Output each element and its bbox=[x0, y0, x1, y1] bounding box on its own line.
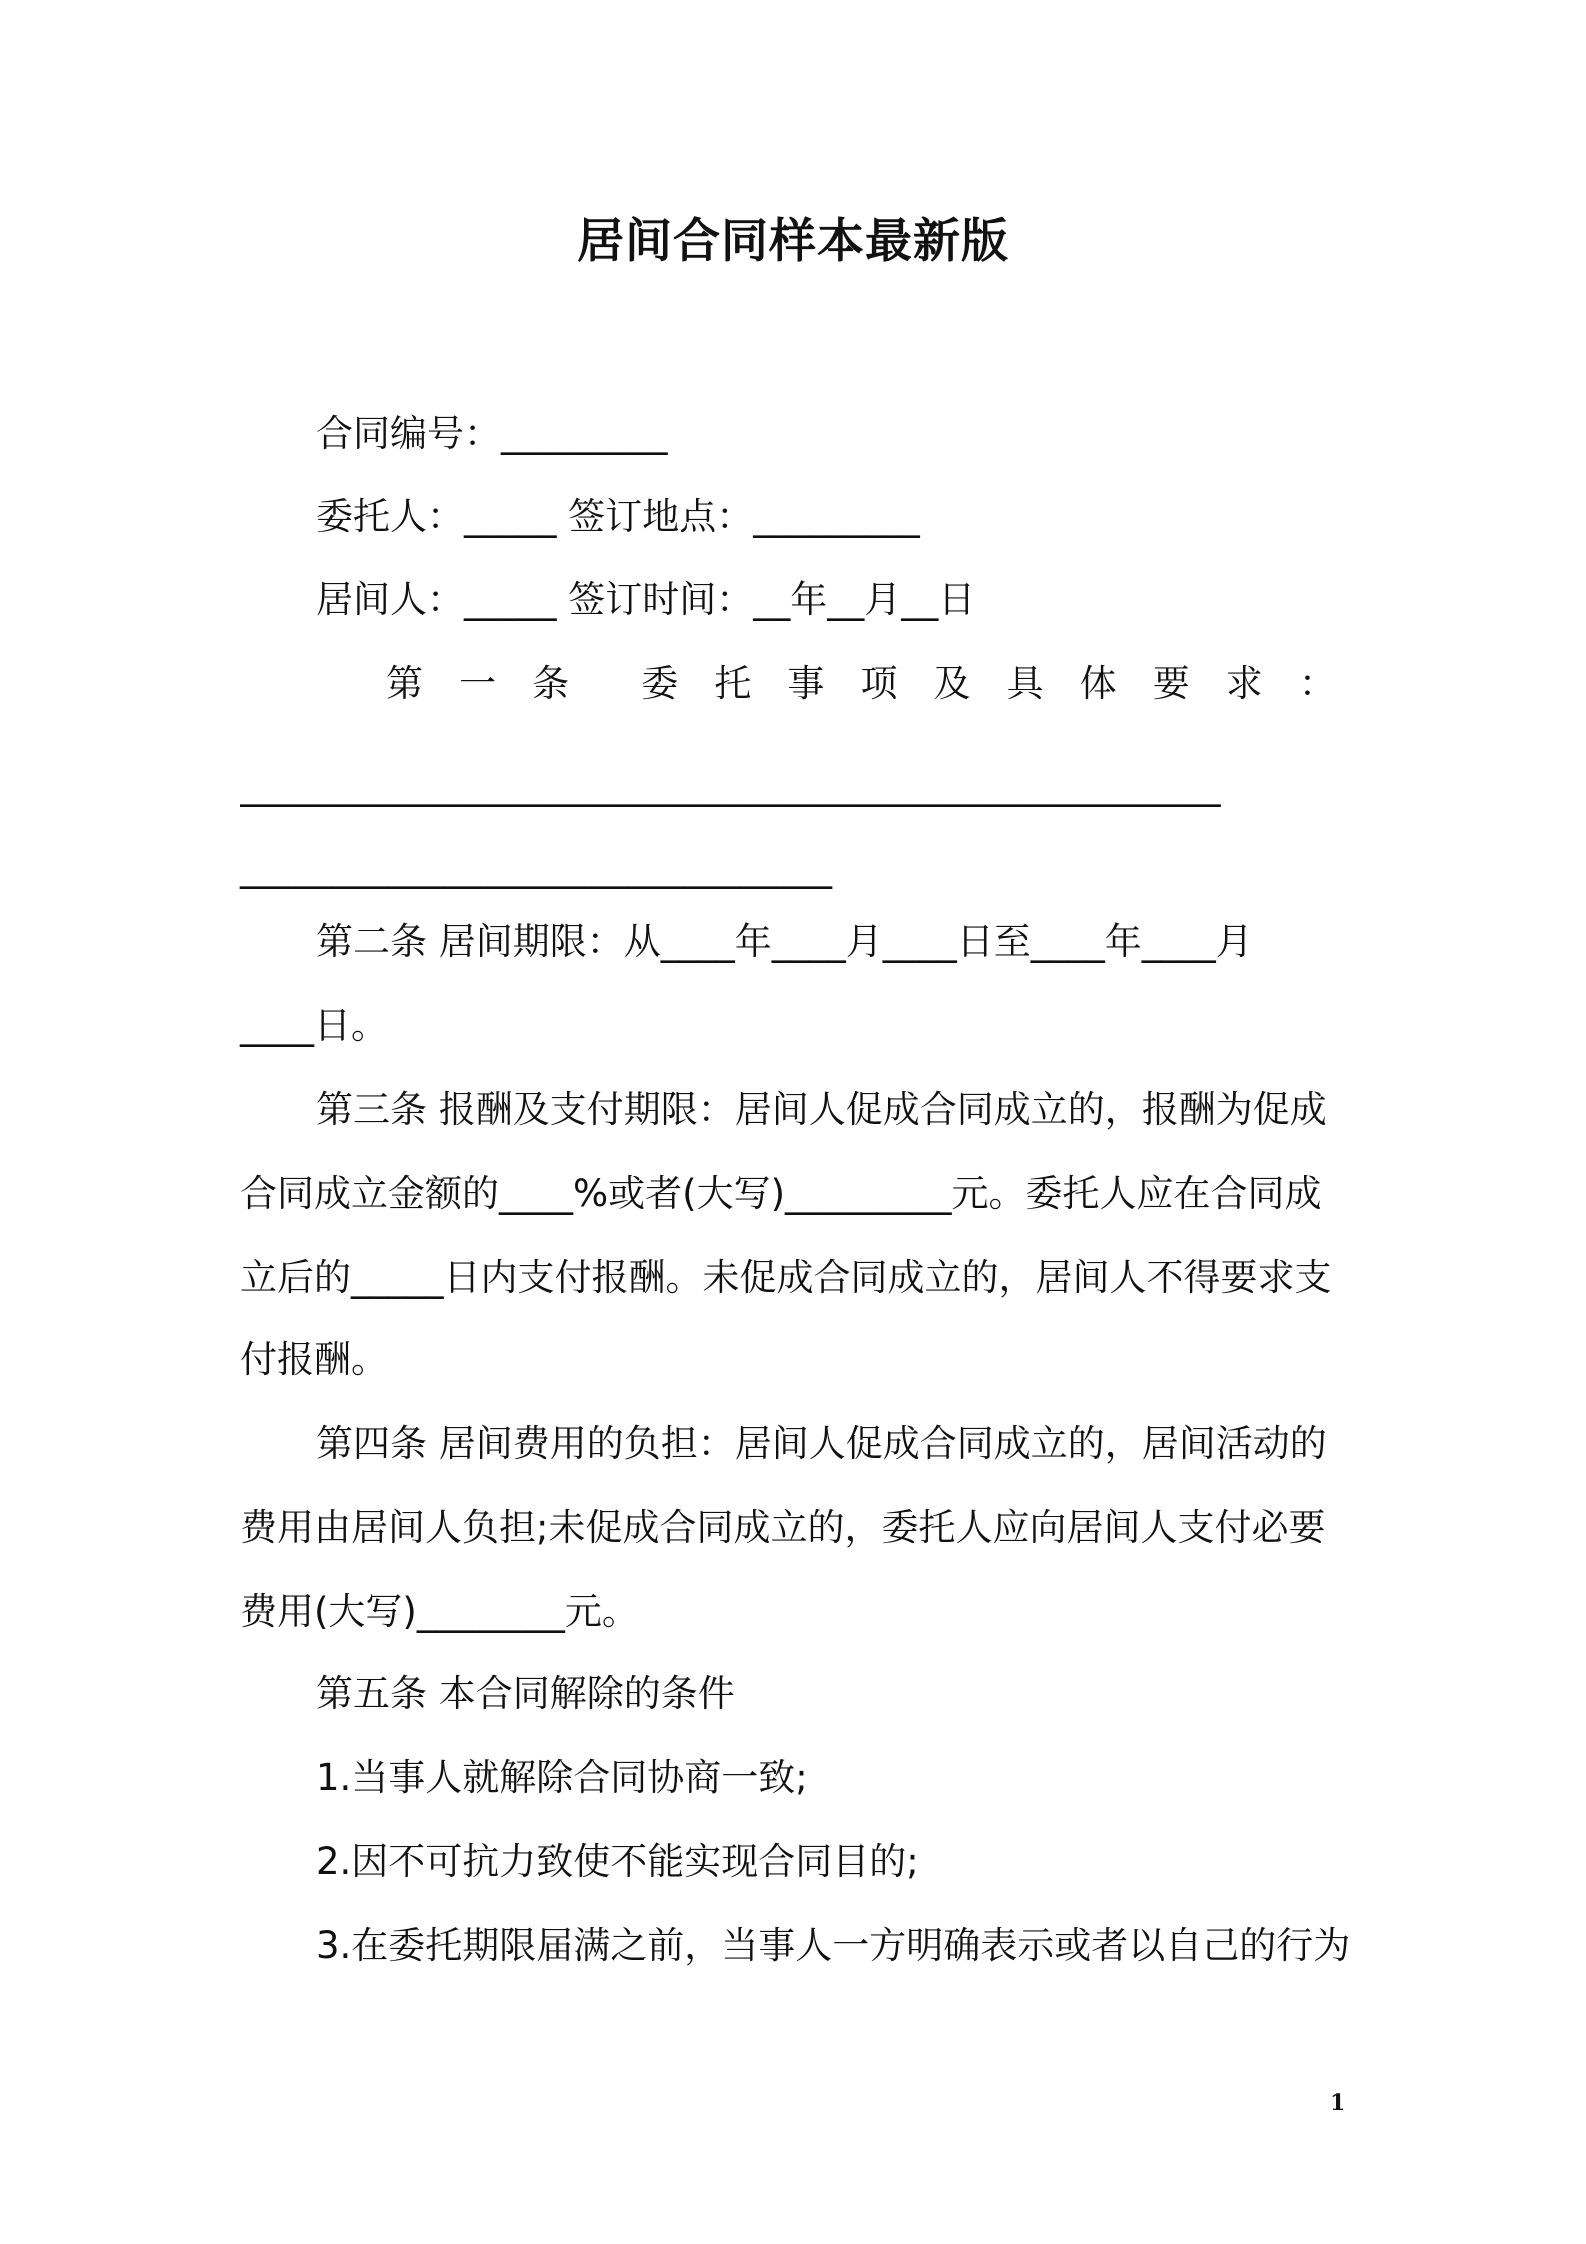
article-3-line-2: 合同成立金额的____%或者(大写)_________元。委托人应在合同成 bbox=[240, 1172, 1322, 1215]
article-1-char: 托 bbox=[714, 662, 752, 705]
principal-line: 委托人：_____ 签订地点：_________ bbox=[316, 495, 920, 538]
article-1-char: 第 bbox=[386, 662, 423, 705]
article-2-line-1: 第二条 居间期限：从____年____月____日至____年____月 bbox=[316, 920, 1253, 963]
article-1-char: 委 bbox=[641, 662, 679, 705]
article-1-char: 一 bbox=[459, 662, 497, 705]
page-number: 1 bbox=[1330, 2090, 1346, 2116]
article-1-char: 具 bbox=[1006, 662, 1044, 705]
article-2-line-2: ____日。 bbox=[240, 1004, 388, 1047]
article-1-char: 事 bbox=[787, 662, 825, 705]
article-3-line-4: 付报酬。 bbox=[240, 1338, 388, 1381]
document-title: 居间合同样本最新版 bbox=[577, 214, 1009, 269]
article-4-line-3: 费用(大写)________元。 bbox=[240, 1590, 639, 1633]
article-5-item-1: 1.当事人就解除合同协商一致; bbox=[316, 1756, 808, 1799]
article-1-char: ： bbox=[1298, 662, 1336, 705]
article-5-item-2: 2.因不可抗力致使不能实现合同目的; bbox=[316, 1840, 919, 1883]
article-4-line-2: 费用由居间人负担;未促成合同成立的，委托人应向居间人支付必要 bbox=[240, 1506, 1326, 1549]
article-5-item-3: 3.在委托期限届满之前，当事人一方明确表示或者以自己的行为 bbox=[316, 1924, 1351, 1967]
article-1-blank-short: ________________________________ bbox=[240, 846, 832, 889]
article-1-char: 项 bbox=[860, 662, 898, 705]
article-3-line-1: 第三条 报酬及支付期限：居间人促成合同成立的，报酬为促成 bbox=[316, 1088, 1327, 1131]
article-1-char: 要 bbox=[1152, 662, 1190, 705]
article-5-heading: 第五条 本合同解除的条件 bbox=[316, 1672, 735, 1715]
article-1-char: 条 bbox=[532, 662, 570, 705]
article-1-blank-long: _____________________________________________________ bbox=[240, 764, 1221, 807]
article-1-char: 求 bbox=[1225, 662, 1263, 705]
article-1-heading bbox=[386, 658, 1336, 710]
article-4-line-1: 第四条 居间费用的负担：居间人促成合同成立的，居间活动的 bbox=[316, 1422, 1327, 1465]
article-3-line-3: 立后的_____日内支付报酬。未促成合同成立的，居间人不得要求支 bbox=[240, 1256, 1332, 1299]
intermediary-line: 居间人：_____ 签订时间：__年__月__日 bbox=[316, 578, 976, 621]
article-1-char: 及 bbox=[933, 662, 971, 705]
article-1-char: 体 bbox=[1079, 662, 1117, 705]
contract-number-line: 合同编号：_________ bbox=[316, 412, 668, 455]
